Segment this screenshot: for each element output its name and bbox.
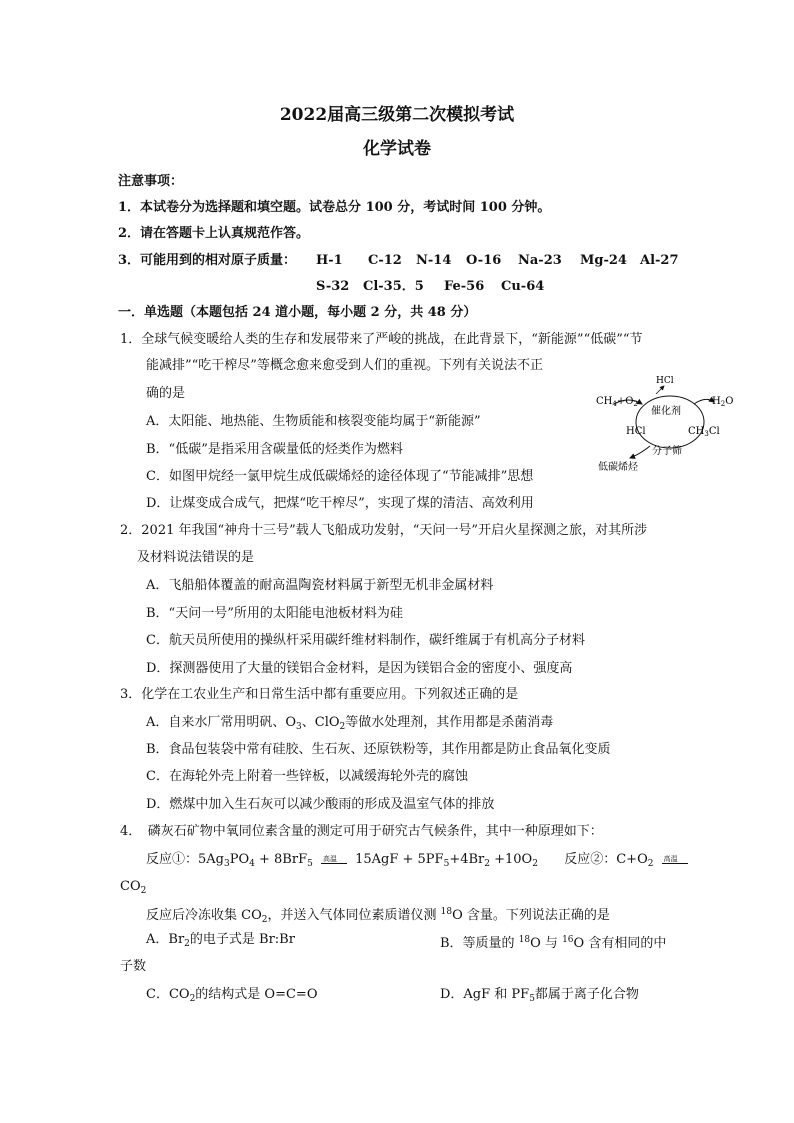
diagram-water: $H_2O$ — [712, 396, 734, 408]
q4-reaction-2-product: $CO_2$ — [120, 879, 147, 896]
q4-option-d: D．AgF 和 $PF_5$都属于离子化合物 — [440, 987, 639, 1004]
q1-option-d: D．让煤变成合成气，把煤“吃干榨尽”，实现了煤的清洁、高效利用 — [146, 496, 534, 511]
diagram-product: 低碳烯烃 — [598, 462, 638, 473]
q1-stem-line-2: 能减排”“吃干榨尽”等概念愈来愈受到人们的重视。下列有关说法不正 — [146, 358, 543, 373]
q3-option-a: A．自来水厂常用明矾、$O_3$、ClO$_2$等做水处理剂，其作用都是杀菌消毒 — [146, 715, 554, 732]
q4-option-a: A．$Br_2$的电子式是 Br:Br — [146, 932, 295, 949]
mass-cu: Cu-64 — [501, 279, 545, 294]
q3-option-b: B．食品包装袋中常有硅胶、生石灰、还原铁粉等，其作用都是防止食品氧化变质 — [146, 742, 611, 757]
q2-stem-line-2: 及材料说法错误的是 — [137, 550, 255, 565]
q4-option-b-wrap: 子数 — [120, 959, 147, 974]
exam-title: 2022届高三级第二次模拟考试 — [279, 105, 515, 125]
q2-option-b: B．“天问一号”所用的太阳能电池板材料为硅 — [146, 606, 403, 621]
q1-cycle-diagram — [594, 372, 754, 477]
q4-condition-1: 高温 — [319, 852, 349, 868]
diagram-sieve: 分子筛 — [652, 446, 682, 457]
mass-fe: Fe-56 — [444, 279, 485, 294]
q1-stem-line-3: 确的是 — [146, 386, 186, 401]
q3-option-d: D．燃煤中加入生石灰可以减少酸雨的形成及温室气体的排放 — [146, 797, 495, 812]
notice-item-2: 2．请在答题卡上认真规范作答。 — [118, 226, 310, 241]
q2-option-a: A．飞船船体覆盖的耐高温陶瓷材料属于新型无机非金属材料 — [146, 578, 494, 593]
q4-option-c: C．$CO_2$的结构式是 O=C=O — [146, 987, 318, 1004]
notice-item-1: 1．本试卷分为选择题和填空题。试卷总分 100 分，考试时间 100 分钟。 — [118, 200, 551, 215]
mass-c: C-12 — [368, 253, 402, 268]
q1-option-c: C．如图甲烷经一氯甲烷生成低碳烯烃的途径体现了“节能减排”思想 — [146, 469, 534, 484]
q2-option-d: D．探测器使用了大量的镁铝合金材料，是因为镁铝合金的密度小、强度高 — [146, 661, 573, 676]
diagram-catalyst: 催化剂 — [651, 406, 681, 417]
q4-after-text: 反应后冷冻收集 $CO_2$，并送入气体同位素质谱仪测 $^{18}$O 含量。下列说法正确的是 — [146, 907, 610, 925]
exam-subtitle: 化学试卷 — [363, 139, 431, 159]
diagram-hcl-top: HCl — [656, 376, 674, 386]
q4-option-b: B．等质量的 $^{18}$O 与 $^{16}$O 含有相同的中 — [440, 935, 667, 951]
q2-option-c: C．航天员所使用的操纵杆采用碳纤维材料制作，碳纤维属于有机高分子材料 — [146, 633, 585, 648]
masses-label: 3．可能用到的相对原子质量： — [118, 253, 297, 268]
mass-al: Al-27 — [640, 253, 679, 268]
mass-na: Na-23 — [518, 253, 562, 268]
mass-s: S-32 — [316, 279, 350, 294]
q4-stem: 4． 磷灰石矿物中氧同位素含量的测定可用于研究古气候条件，其中一种原理如下： — [120, 824, 603, 839]
section-heading: 一．单选题（本题包括 24 道小题，每小题 2 分，共 48 分） — [118, 305, 477, 320]
q1-stem-line-1: 1．全球气候变暖给人类的生存和发展带来了严峻的挑战，在此背景下，“新能源”“低碳”“节 — [120, 332, 643, 347]
mass-cl: Cl-35．5 — [363, 279, 424, 294]
diagram-hcl-left: HCl — [626, 426, 646, 437]
diagram-reactant: $CH_4+O_2$ — [596, 396, 638, 408]
atomic-masses-row-1 — [118, 251, 688, 271]
q1-option-b: B．“低碳”是指采用含碳量低的烃类作为燃料 — [146, 442, 403, 457]
diagram-ch3cl: $CH_3Cl$ — [688, 426, 720, 438]
mass-n: N-14 — [416, 253, 452, 268]
notice-heading: 注意事项： — [118, 174, 184, 189]
q3-stem: 3．化学在工农业生产和日常生活中都有重要应用。下列叙述正确的是 — [120, 687, 519, 702]
q4-reaction-line: 反应①：$5Ag_3PO_4 + 8BrF_5$ 高温 $15AgF + 5PF_5+4Br_2 +10O_2$ 反应②：$C+O_2$ 高温 — [146, 850, 692, 874]
atomic-masses-row-2 — [118, 277, 568, 297]
mass-o: O-16 — [466, 253, 502, 268]
q2-stem-line-1: 2．2021 年我国“神舟十三号”载人飞船成功发射，“天问一号”开启火星探测之旅，对其所涉 — [120, 523, 648, 538]
q3-option-c: C．在海轮外壳上附着一些锌板，以减缓海轮外壳的腐蚀 — [146, 769, 468, 784]
q4-condition-2: 高温 — [660, 852, 690, 868]
q1-option-a: A．太阳能、地热能、生物质能和核裂变能均属于“新能源” — [146, 414, 481, 429]
mass-mg: Mg-24 — [580, 253, 627, 268]
mass-h: H-1 — [316, 253, 343, 268]
